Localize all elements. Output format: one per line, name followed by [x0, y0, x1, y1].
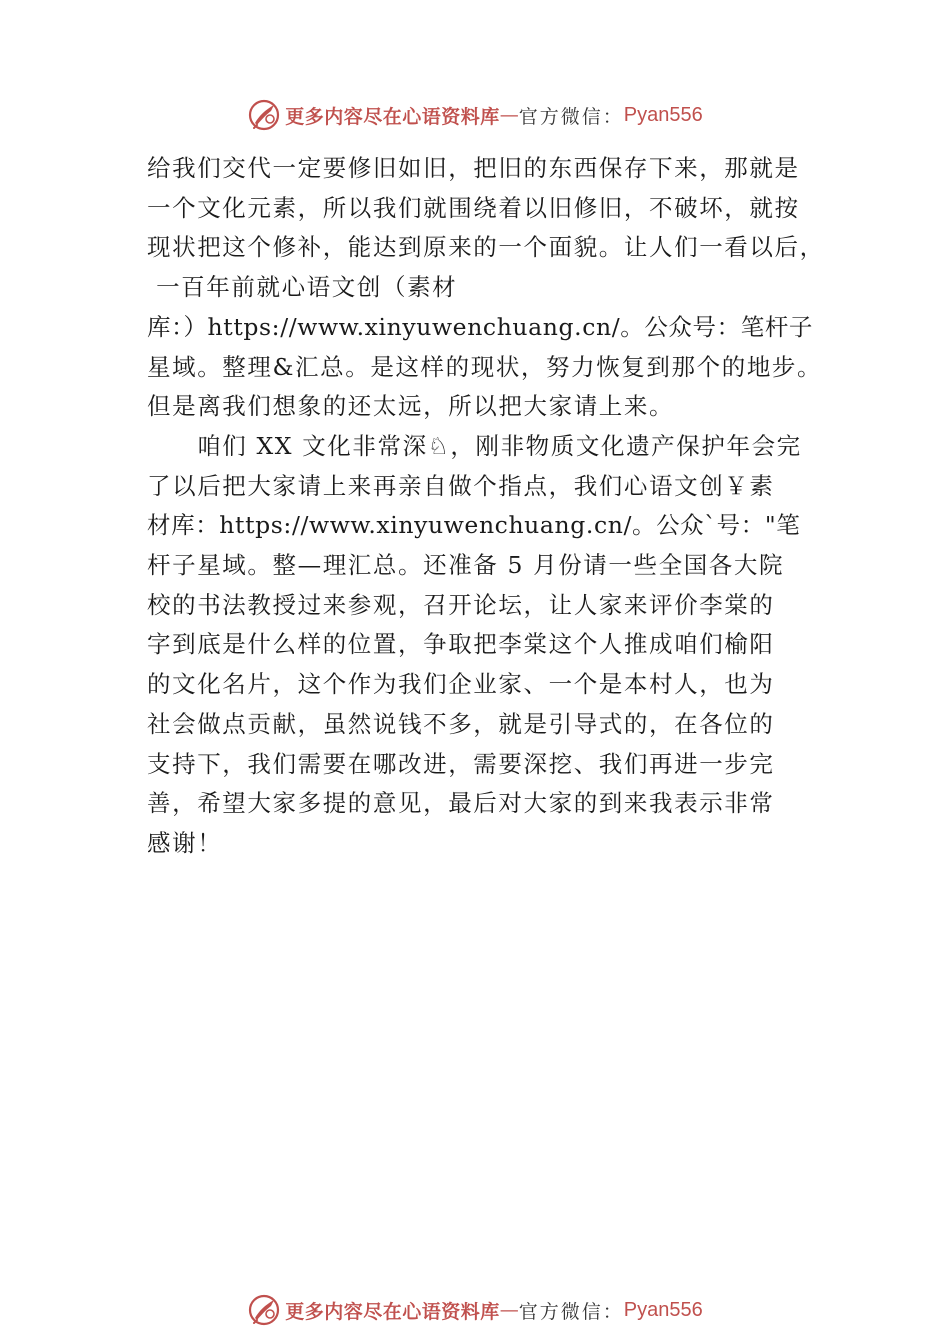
footer-banner: [0, 1290, 950, 1330]
text-line: 杆子星域。整—理汇总。还准备 5 月份请一些全国各大院: [147, 551, 785, 580]
text-line: 咱们 XX 文化非常深♘，刚非物质文化遗产保护年会完: [147, 431, 802, 460]
pen-logo-icon: [247, 1293, 281, 1327]
banner-main-text: 更多内容尽在心语资料库: [285, 1300, 500, 1323]
text-line: 库：）https://www.xinyuwenchuang.cn/。公众号：笔杆子: [147, 312, 814, 341]
banner-main-text: 更多内容尽在心语资料库: [285, 105, 500, 128]
header-banner: [0, 95, 950, 135]
text-line: 善，希望大家多提的意见，最后对大家的到来我表示非常: [147, 789, 775, 818]
text-line: 星域。整理&汇总。是这样的现状，努力恢复到那个的地步。: [147, 352, 823, 381]
text-line: 材库：https://www.xinyuwenchuang.cn/。公众`号："笔: [147, 511, 801, 540]
text-line: 了以后把大家请上来再亲自做个指点，我们心语文创￥素: [147, 471, 775, 500]
banner-wechat-id: Pyan556: [623, 1298, 703, 1321]
paragraph-2: [147, 427, 815, 864]
banner-wechat-label: 官方微信：: [518, 1300, 624, 1323]
banner-wechat-id: Pyan556: [623, 103, 703, 126]
text-line: 一个文化元素，所以我们就围绕着以旧修旧，不破坏，就按: [147, 193, 800, 222]
text-line: 一百年前就心语文创（素材: [147, 273, 458, 302]
banner-separator: —: [499, 1299, 519, 1321]
pen-logo-icon: [247, 98, 281, 132]
text-line: 的文化名片，这个作为我们企业家、一个是本村人，也为: [147, 670, 775, 699]
text-line: 支持下，我们需要在哪改进，需要深挖、我们再进一步完: [147, 749, 775, 778]
text-line: 但是离我们想象的还太远，所以把大家请上来。: [147, 392, 675, 421]
text-line: 社会做点贡献，虽然说钱不多，就是引导式的，在各位的: [147, 709, 775, 738]
banner-separator: —: [499, 104, 519, 126]
banner-wechat-label: 官方微信：: [518, 105, 624, 128]
paragraph-1: [147, 149, 825, 427]
text-line: 字到底是什么样的位置，争取把李棠这个人推成咱们榆阳: [147, 630, 775, 659]
text-line: 现状把这个修补，能达到原来的一个面貌。让人们一看以后，: [147, 233, 825, 262]
text-line: 感谢！: [147, 828, 223, 857]
text-line: 校的书法教授过来参观，召开论坛，让人家来评价李棠的: [147, 590, 775, 619]
text-line: 给我们交代一定要修旧如旧，把旧的东西保存下来，那就是: [147, 154, 800, 182]
document-body: [147, 149, 825, 864]
